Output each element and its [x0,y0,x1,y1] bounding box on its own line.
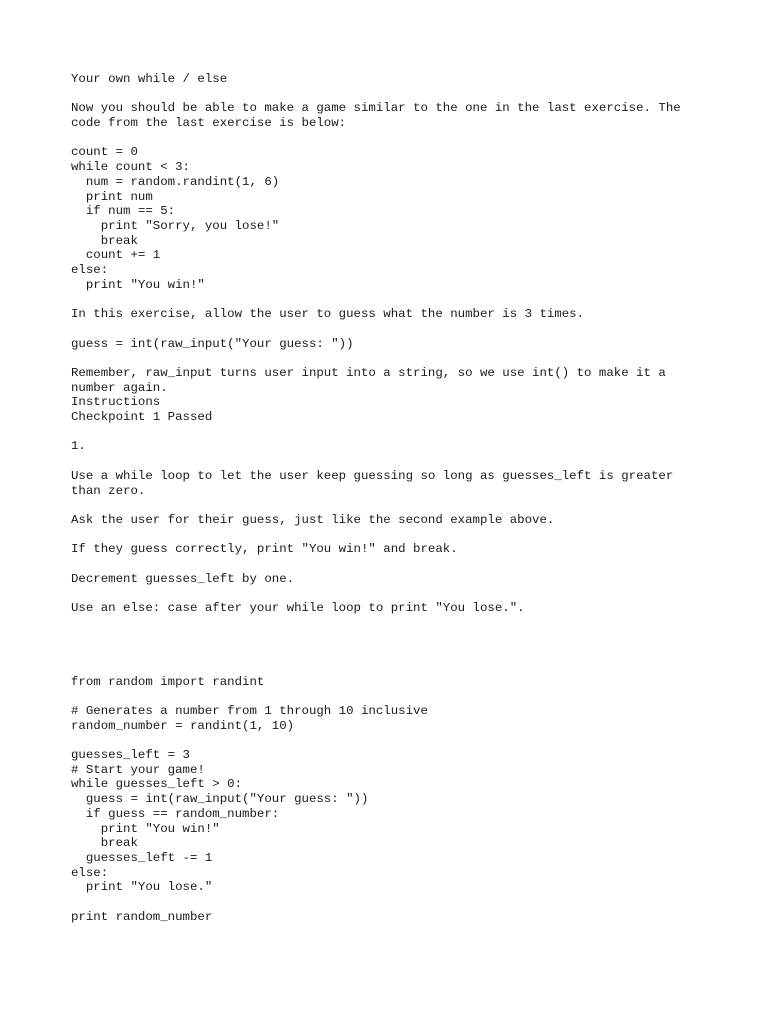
text-line: If they guess correctly, print "You win!" and break. [71,542,458,557]
blank-line [71,528,711,543]
text-line: from random import randint [71,674,265,689]
text-line: num = random.randint(1, 6) [71,174,280,189]
text-line: else: [71,263,109,278]
blank-line [71,351,711,366]
text-line: print "You lose." [71,880,213,895]
text-line: while count < 3: [71,160,190,175]
text-line: print num [71,189,153,204]
text-line: number again. [71,380,168,395]
text-line: count += 1 [71,248,161,263]
blank-line [71,660,711,675]
text-line: count = 0 [71,145,138,160]
blank-line [71,689,711,704]
text-line: Instructions [71,395,161,410]
blank-line [71,645,711,660]
blank-line [71,733,711,748]
blank-line [71,631,711,646]
text-line: Your own while / else [71,72,228,86]
text-line: guess = int(raw_input("Your guess: ")) [71,792,369,807]
blank-line [71,293,711,308]
text-line: guess = int(raw_input("Your guess: ")) [71,336,354,351]
blank-line [71,557,711,572]
text-line: Use an else: case after your while loop to print "You lose.". [71,601,525,616]
text-line: Now you should be able to make a game similar to the one in the last exercise. The [71,101,681,116]
text-line: guesses_left -= 1 [71,851,213,865]
text-line: guesses_left = 3 [71,748,190,763]
text-line: break [71,836,138,851]
text-line: code from the last exercise is below: [71,116,347,131]
text-line: random_number = randint(1, 10) [71,718,295,733]
blank-line [71,616,711,631]
text-line: Use a while loop to let the user keep guessing so long as guesses_left is greater [71,468,674,483]
blank-line [71,87,711,102]
blank-line [71,498,711,513]
text-line: while guesses_left > 0: [71,777,243,792]
blank-line [71,322,711,337]
text-line: if num == 5: [71,204,176,219]
blank-line [71,454,711,469]
blank-line [71,895,711,910]
text-line: print random_number [71,909,213,924]
text-line: print "You win!" [71,277,205,292]
text-line: Decrement guesses_left by one. [71,571,295,586]
text-line: Ask the user for their guess, just like the second example above. [71,512,555,527]
text-line: if guess == random_number: [71,806,280,821]
text-line: Remember, raw_input turns user input into a string, so we use int() to make it a [71,365,666,380]
text-line: print "You win!" [71,821,220,836]
blank-line [71,131,711,146]
text-line: Checkpoint 1 Passed [71,410,213,425]
text-line: print "Sorry, you lose!" [71,219,280,233]
text-line: than zero. [71,483,146,498]
text-line: # Generates a number from 1 through 10 inclusive [71,703,428,718]
text-line: else: [71,865,109,880]
blank-line [71,586,711,601]
text-line: break [71,233,138,248]
text-line: # Start your game! [71,762,205,777]
text-line: 1. [71,439,86,454]
blank-line [71,425,711,440]
document-body [71,72,711,925]
text-line: In this exercise, allow the user to guess what the number is 3 times. [71,307,585,322]
